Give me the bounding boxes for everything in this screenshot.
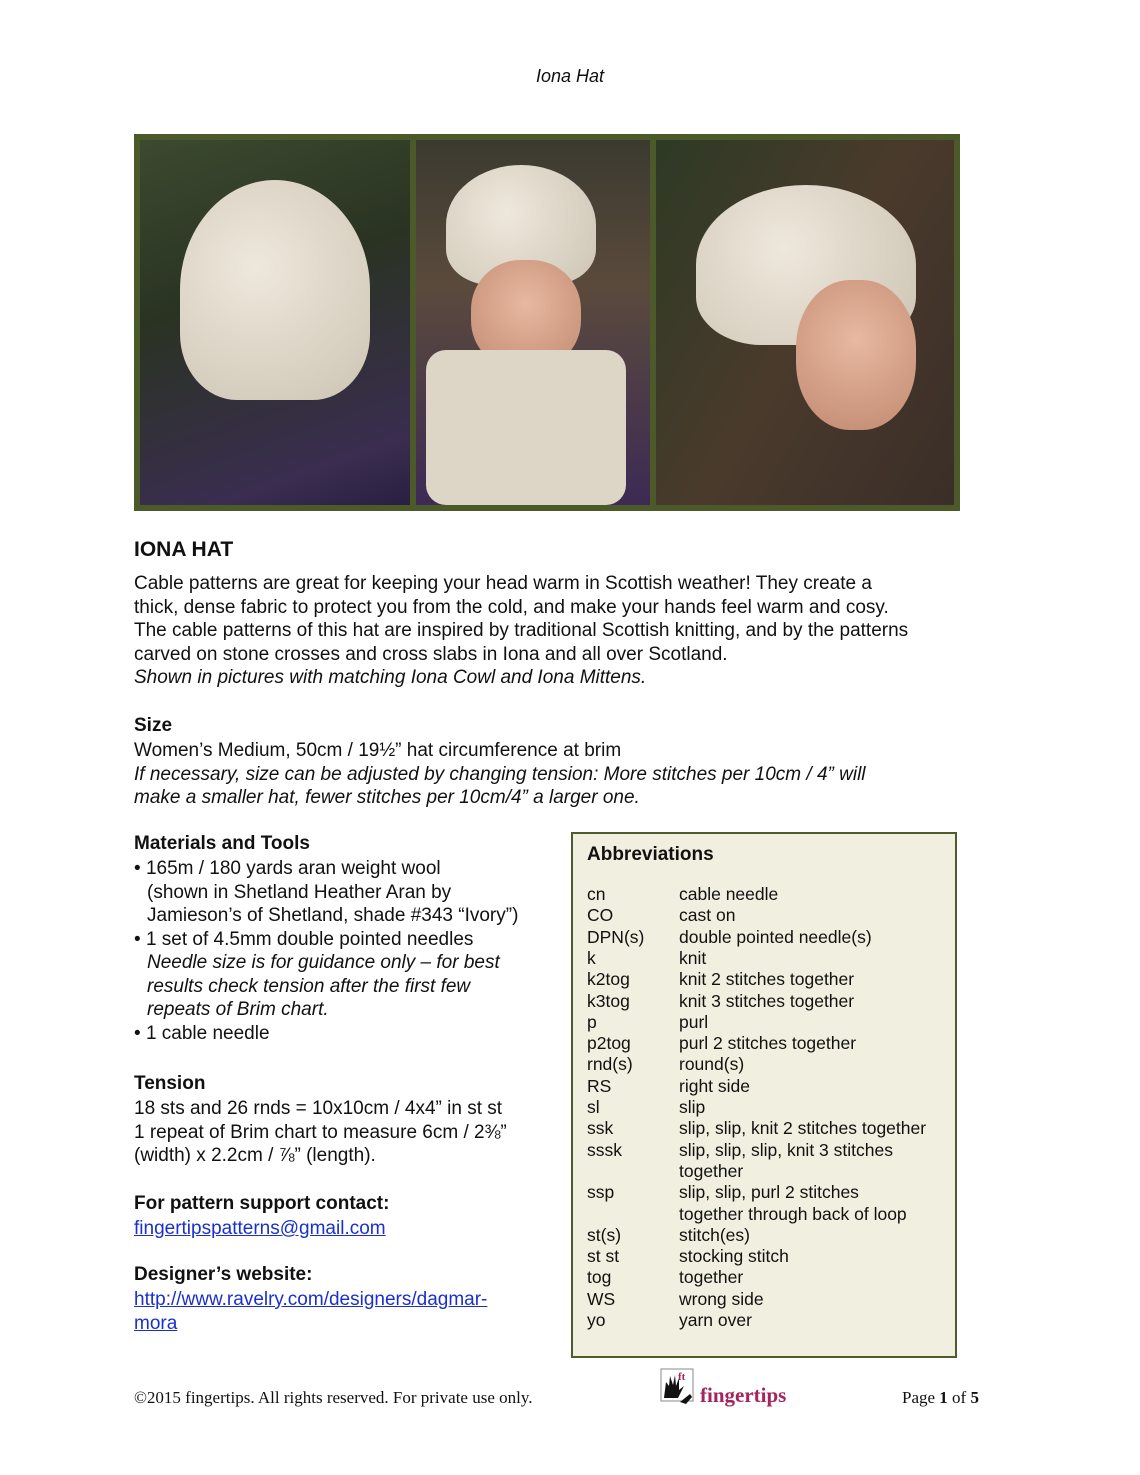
abbreviation-meaning: slip	[679, 1097, 706, 1117]
abbreviation-term: ssk	[587, 1118, 614, 1139]
material-item: • 1 set of 4.5mm double pointed needles	[134, 928, 474, 950]
material-note: Needle size is for guidance only – for best	[147, 952, 500, 973]
abbreviation-row	[587, 927, 949, 948]
abbreviation-row	[587, 991, 949, 1012]
abbreviation-meaning: knit	[679, 947, 707, 968]
size-heading: Size	[134, 715, 173, 736]
support-heading: For pattern support contact:	[134, 1193, 390, 1214]
tension-line: 18 sts and 26 rnds = 10x10cm / 4x4” in st st	[134, 1098, 503, 1119]
abbreviation-meaning: cable needle	[679, 884, 779, 904]
abbreviation-term: tog	[587, 1267, 612, 1288]
material-line: Jamieson’s of Shetland, shade #343 “Ivory”)	[147, 905, 519, 926]
abbreviation-meaning: double pointed needle(s)	[679, 926, 872, 947]
photo-hat-front	[416, 140, 650, 505]
photo-hat-back	[140, 140, 410, 505]
photo-strip	[134, 134, 960, 511]
abbreviation-meaning: cast on	[679, 905, 736, 926]
abbreviation-meaning: right side	[679, 1075, 751, 1096]
tension-heading: Tension	[134, 1073, 206, 1094]
abbreviation-term: k	[587, 947, 596, 968]
abbreviation-row	[587, 1118, 949, 1139]
hands-icon	[660, 1368, 805, 1408]
abbreviation-meaning: purl 2 stitches together	[679, 1033, 857, 1054]
abbreviation-row	[587, 1012, 949, 1033]
abbreviation-meaning: stocking stitch	[679, 1246, 789, 1267]
abbreviation-term: p	[587, 1011, 597, 1032]
tension-line: 1 repeat of Brim chart to measure 6cm / 2⅜”	[134, 1121, 507, 1143]
website-link[interactable]	[134, 1288, 487, 1335]
material-note: results check tension after the first few	[147, 975, 471, 997]
page-number: Page 1 of 5	[902, 1388, 979, 1407]
abbreviation-term	[587, 1204, 679, 1225]
abbreviation-meaning: knit 2 stitches together	[679, 969, 855, 990]
abbreviation-meaning: slip, slip, slip, knit 3 stitches	[679, 1139, 893, 1160]
svg-text:ft: ft	[678, 1371, 686, 1383]
intro	[134, 572, 994, 690]
abbreviation-meaning: slip, slip, knit 2 stitches together	[679, 1118, 927, 1139]
abbreviation-row	[587, 1204, 949, 1225]
abbreviation-term: WS	[587, 1288, 616, 1309]
abbreviation-term: DPN(s)	[587, 926, 645, 947]
abbreviation-term: CO	[587, 905, 614, 926]
abbreviation-term: st st	[587, 1246, 620, 1267]
intro-line: Cable patterns are great for keeping your head warm in Scottish weather! They create a	[134, 573, 872, 594]
intro-line: The cable patterns of this hat are inspired by traditional Scottish knitting, and by the patterns	[134, 620, 909, 641]
abbreviation-row	[587, 1267, 949, 1288]
svg-text:fingertips: fingertips	[700, 1383, 787, 1407]
materials-heading: Materials and Tools	[134, 833, 310, 854]
intro-line: carved on stone crosses and cross slabs in Iona and all over Scotland.	[134, 643, 728, 665]
intro-line: thick, dense fabric to protect you from the cold, and make your hands feel warm and cosy.	[134, 596, 889, 618]
abbreviation-meaning: together through back of loop	[679, 1203, 907, 1224]
abbreviation-row	[587, 1246, 949, 1267]
size-note: make a smaller hat, fewer stitches per 10cm/4” a larger one.	[134, 787, 640, 808]
material-item: • 165m / 180 yards aran weight wool	[134, 858, 441, 879]
support-email-link[interactable]: fingertipspatterns@gmail.com	[134, 1218, 386, 1239]
abbreviation-row	[587, 1097, 949, 1118]
abbreviations-box	[571, 832, 957, 1358]
abbreviation-row	[587, 1076, 949, 1097]
copyright: ©2015 fingertips. All rights reserved. For private use only.	[134, 1388, 533, 1407]
abbreviation-row	[587, 1310, 949, 1331]
material-line: (shown in Shetland Heather Aran by	[147, 881, 452, 903]
abbreviation-row	[587, 969, 949, 990]
abbreviation-term: rnd(s)	[587, 1054, 633, 1075]
abbreviation-term: RS	[587, 1075, 612, 1096]
size-text	[134, 739, 994, 810]
abbreviation-row	[587, 1033, 949, 1054]
size-line: Women’s Medium, 50cm / 19½” hat circumference at brim	[134, 740, 622, 761]
abbreviation-term: sl	[587, 1097, 600, 1117]
abbreviation-term	[587, 1161, 679, 1182]
abbreviation-term: st(s)	[587, 1224, 622, 1245]
abbreviation-meaning: together	[679, 1160, 744, 1181]
abbreviation-term: p2tog	[587, 1033, 631, 1054]
material-item: • 1 cable needle	[134, 1022, 270, 1044]
abbreviation-meaning: yarn over	[679, 1310, 752, 1330]
abbreviation-term: yo	[587, 1310, 606, 1330]
website-link-line[interactable]: mora	[134, 1312, 178, 1334]
abbreviations-heading: Abbreviations	[587, 844, 714, 865]
abbreviation-row	[587, 1161, 949, 1182]
material-note: repeats of Brim chart.	[147, 999, 329, 1020]
abbreviation-meaning: slip, slip, purl 2 stitches	[679, 1182, 859, 1203]
abbreviation-row	[587, 1182, 949, 1203]
intro-note: Shown in pictures with matching Iona Cowl and Iona Mittens.	[134, 667, 647, 688]
photo-hat-side	[656, 140, 954, 505]
website-link-line[interactable]: http://www.ravelry.com/designers/dagmar-	[134, 1289, 488, 1310]
abbreviation-row	[587, 1140, 949, 1161]
tension-line: (width) x 2.2cm / ⅞” (length).	[134, 1145, 376, 1166]
abbreviation-term: k2tog	[587, 969, 630, 990]
abbreviation-meaning: round(s)	[679, 1054, 745, 1075]
running-header: Iona Hat	[535, 66, 605, 86]
tension-text	[134, 1097, 564, 1168]
abbreviation-term: ssp	[587, 1182, 615, 1203]
abbreviation-row	[587, 1289, 949, 1310]
abbreviation-row	[587, 884, 949, 905]
size-note: If necessary, size can be adjusted by changing tension: More stitches per 10cm / 4” will	[134, 763, 866, 785]
abbreviation-term: k3tog	[587, 990, 630, 1011]
abbreviation-row	[587, 1225, 949, 1246]
abbreviation-term: sssk	[587, 1139, 622, 1160]
abbreviation-term: cn	[587, 884, 606, 904]
website-heading: Designer’s website:	[134, 1264, 313, 1285]
abbreviation-meaning: wrong side	[679, 1288, 764, 1309]
abbreviation-row	[587, 948, 949, 969]
abbreviation-row	[587, 1054, 949, 1075]
abbreviation-meaning: knit 3 stitches together	[679, 990, 855, 1011]
abbreviation-meaning: stitch(es)	[679, 1224, 750, 1245]
abbreviation-meaning: purl	[679, 1011, 709, 1032]
fingertips-logo	[660, 1368, 805, 1408]
abbreviation-row	[587, 905, 949, 926]
materials-list	[134, 857, 564, 1045]
abbreviation-meaning: together	[679, 1267, 744, 1288]
pattern-title: IONA HAT	[134, 538, 234, 561]
